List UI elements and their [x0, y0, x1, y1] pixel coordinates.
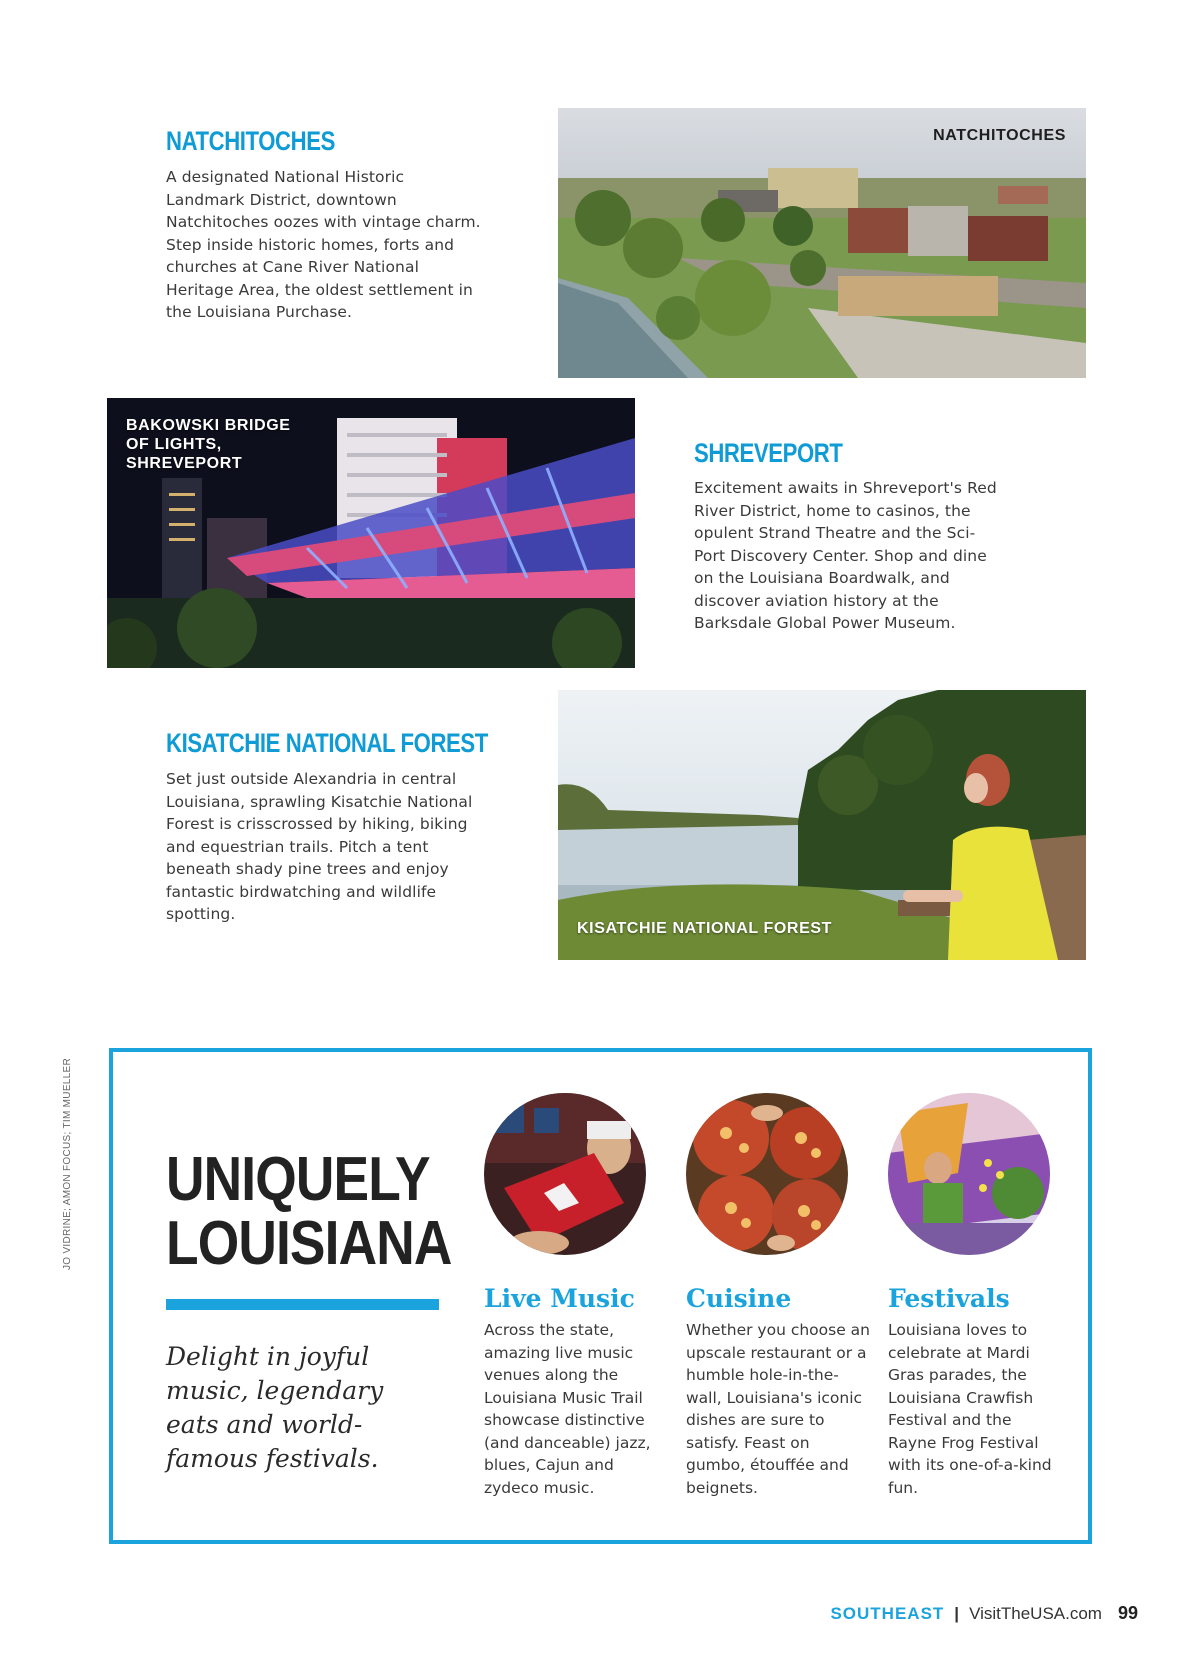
shreveport-photo — [107, 398, 635, 668]
column-title: Festivals — [888, 1284, 1010, 1313]
shreveport-photo-caption — [126, 416, 291, 473]
footer-separator: | — [954, 1604, 960, 1623]
uniquely-title-line: UNIQUELY — [166, 1145, 430, 1214]
shreveport-caption-line: BAKOWSKI BRIDGE — [126, 417, 291, 434]
shreveport-caption-line: SHREVEPORT — [126, 455, 243, 472]
live-music-photo — [484, 1093, 646, 1255]
footer-section: SOUTHEAST — [830, 1604, 945, 1623]
natchitoches-photo — [558, 108, 1086, 378]
title-underline — [166, 1299, 439, 1310]
natchitoches-photo-caption: NATCHITOCHES — [933, 127, 1066, 144]
photo-credit: JO VIDRINE; AMON FOCUS; TIM MUELLER — [62, 1057, 73, 1270]
tagline-line: Delight in joyful — [166, 1342, 370, 1371]
shreveport-caption-line: OF LIGHTS, — [126, 436, 222, 453]
natchitoches-body: A designated National Historic Landmark District, downtown Natchitoches oozes with vintage charm. Step inside historic homes, forts and churches at Cane River National Heritage Area, the oldest settlement in the Louisiana Purchase. — [166, 168, 481, 321]
uniquely-tagline — [166, 1340, 383, 1476]
cuisine-photo — [686, 1093, 848, 1255]
tagline-line: music, legendary — [166, 1376, 384, 1405]
column-title: Cuisine — [686, 1284, 792, 1313]
kisatchie-photo — [558, 690, 1086, 960]
festivals-photo — [888, 1093, 1050, 1255]
page-footer — [830, 1603, 1138, 1624]
column-body: Louisiana loves to celebrate at Mardi Gras parades, the Louisiana Crawfish Festival and the Rayne Frog Festival with its one-of-a-kind fun. — [888, 1321, 1052, 1497]
column-body: Whether you choose an upscale restaurant or a humble hole-in-the-wall, Louisiana's iconic dishes are sure to satisfy. Feast on gumbo, étouffée and beignets. — [686, 1321, 871, 1497]
kisatchie-title: KISATCHIE NATIONAL FOREST — [166, 728, 488, 758]
uniquely-title-line: LOUISIANA — [166, 1209, 452, 1278]
column-body: Across the state, amazing live music venues along the Louisiana Music Trail showcase distinctive (and danceable) jazz, blues, Cajun and zydeco music. — [484, 1321, 651, 1497]
uniquely-title — [166, 1145, 498, 1278]
shreveport-body: Excitement awaits in Shreveport's Red River District, home to casinos, the opulent Strand Theatre and the Sci-Port Discovery Center. Shop and dine on the Louisiana Boardwalk, and discover aviation history at the Barksdale Global Power Museum. — [694, 479, 997, 632]
kisatchie-photo-caption: KISATCHIE NATIONAL FOREST — [577, 920, 832, 937]
footer-site-link[interactable]: VisitTheUSA.com — [969, 1604, 1102, 1623]
column-live-music — [484, 1284, 664, 1499]
tagline-line: eats and world- — [166, 1410, 363, 1439]
kisatchie-body: Set just outside Alexandria in central Louisiana, sprawling Kisatchie National Forest is crisscrossed by hiking, biking and equestrian trails. Pitch a tent beneath shady pine trees and enjoy fantastic birdwatching and wildlife spotting. — [166, 770, 473, 923]
tagline-line: famous festivals. — [166, 1444, 379, 1473]
column-festivals — [888, 1284, 1064, 1499]
column-title: Live Music — [484, 1284, 635, 1313]
natchitoches-title: NATCHITOCHES — [166, 126, 335, 156]
page-number: 99 — [1117, 1603, 1138, 1623]
shreveport-title: SHREVEPORT — [694, 438, 843, 468]
column-cuisine — [686, 1284, 870, 1499]
